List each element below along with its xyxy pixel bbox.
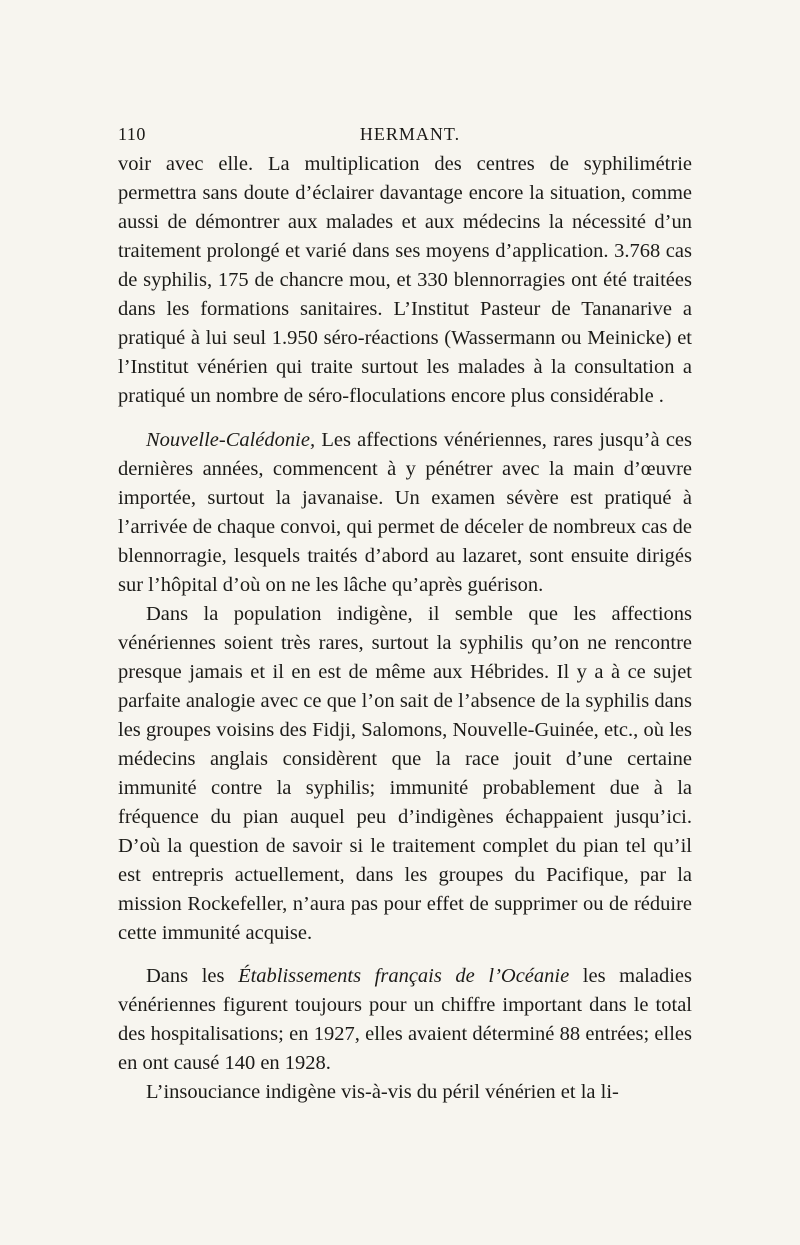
paragraph-oceanie xyxy=(118,962,692,1078)
running-head xyxy=(118,124,692,148)
paragraph-text: les maladies vénériennes figurent toujours pour un chiffre important dans le total des hospitalisations; en 1927, elles avaient déterminé 88 entrées; elles en ont causé 140 en 1928. xyxy=(118,965,692,1074)
body-text xyxy=(118,150,692,1107)
paragraph-lead: Dans les xyxy=(146,965,239,987)
paragraph-text: L’insouciance indigène vis-à-vis du péril vénérien et la li- xyxy=(146,1081,619,1103)
running-head-title: HERMANT. xyxy=(359,124,461,144)
paragraph-insouciance xyxy=(118,1078,692,1107)
page-number: 110 xyxy=(118,124,146,144)
paragraph-nouvelle-caledonie xyxy=(118,426,692,600)
paragraph-text: voir avec elle. La multiplication des centres de syphilimétrie permettra sans doute d’éclairer davantage encore la situation, comme aussi de démontrer aux malades et aux médecins la nécessité d’un traitement prolongé et varié dans ses moyens d’application. 3.768 cas de syphilis, 175 de chancre mou, et 330 blennorragies ont été traitées dans les formations sanitaires. L’Institut Pasteur de Tananarive a pratiqué à lui seul 1.950 séro-réactions (Wassermann ou Meinicke) et l’Institut vénérien qui traite surtout les malades à la consultation a pratiqué un nombre de séro-floculations encore plus considérable . xyxy=(118,153,692,407)
paragraph-text: Dans la population indigène, il semble que les affections vénériennes soient très rares, surtout la syphilis qu’on ne rencontre presque jamais et il en est de même aux Hébrides. Il y a à ce sujet parfaite analogie avec ce que l’on sait de l’absence de la syphilis dans les groupes voisins des Fidji, Salomons, Nouvelle-Guinée, etc., où les médecins anglais considèrent que la race jouit d’une certaine immunité contre la syphilis; immunité probablement due à la fréquence du pian auquel peu d’indigènes échappaient jusqu’ici. D’où la question de savoir si le traitement complet du pian tel qu’il est entrepris actuellement, dans les groupes du Pacifique, par la mission Rockefeller, n’aura pas pour effet de supprimer ou de réduire cette immunité acquise. xyxy=(118,603,692,944)
section-lead-nouvelle-caledonie: Nouvelle-Calédonie, xyxy=(146,429,316,451)
section-lead-oceanie: Établissements français de l’Océanie xyxy=(238,965,570,987)
paragraph-text: Les affections vénériennes, rares jusqu’à ces dernières années, commencent à y pénétrer avec la main d’œuvre importée, surtout la javanaise. Un examen sévère est pratiqué à l’arrivée de chaque convoi, qui permet de déceler de nombreux cas de blennorragie, lesquels traités d’abord au lazaret, sont ensuite dirigés sur l’hôpital d’où on ne les lâche qu’après guérison. xyxy=(118,429,692,596)
paragraph-madagascar-continuation xyxy=(118,150,692,411)
paragraph-population-indigene xyxy=(118,600,692,948)
